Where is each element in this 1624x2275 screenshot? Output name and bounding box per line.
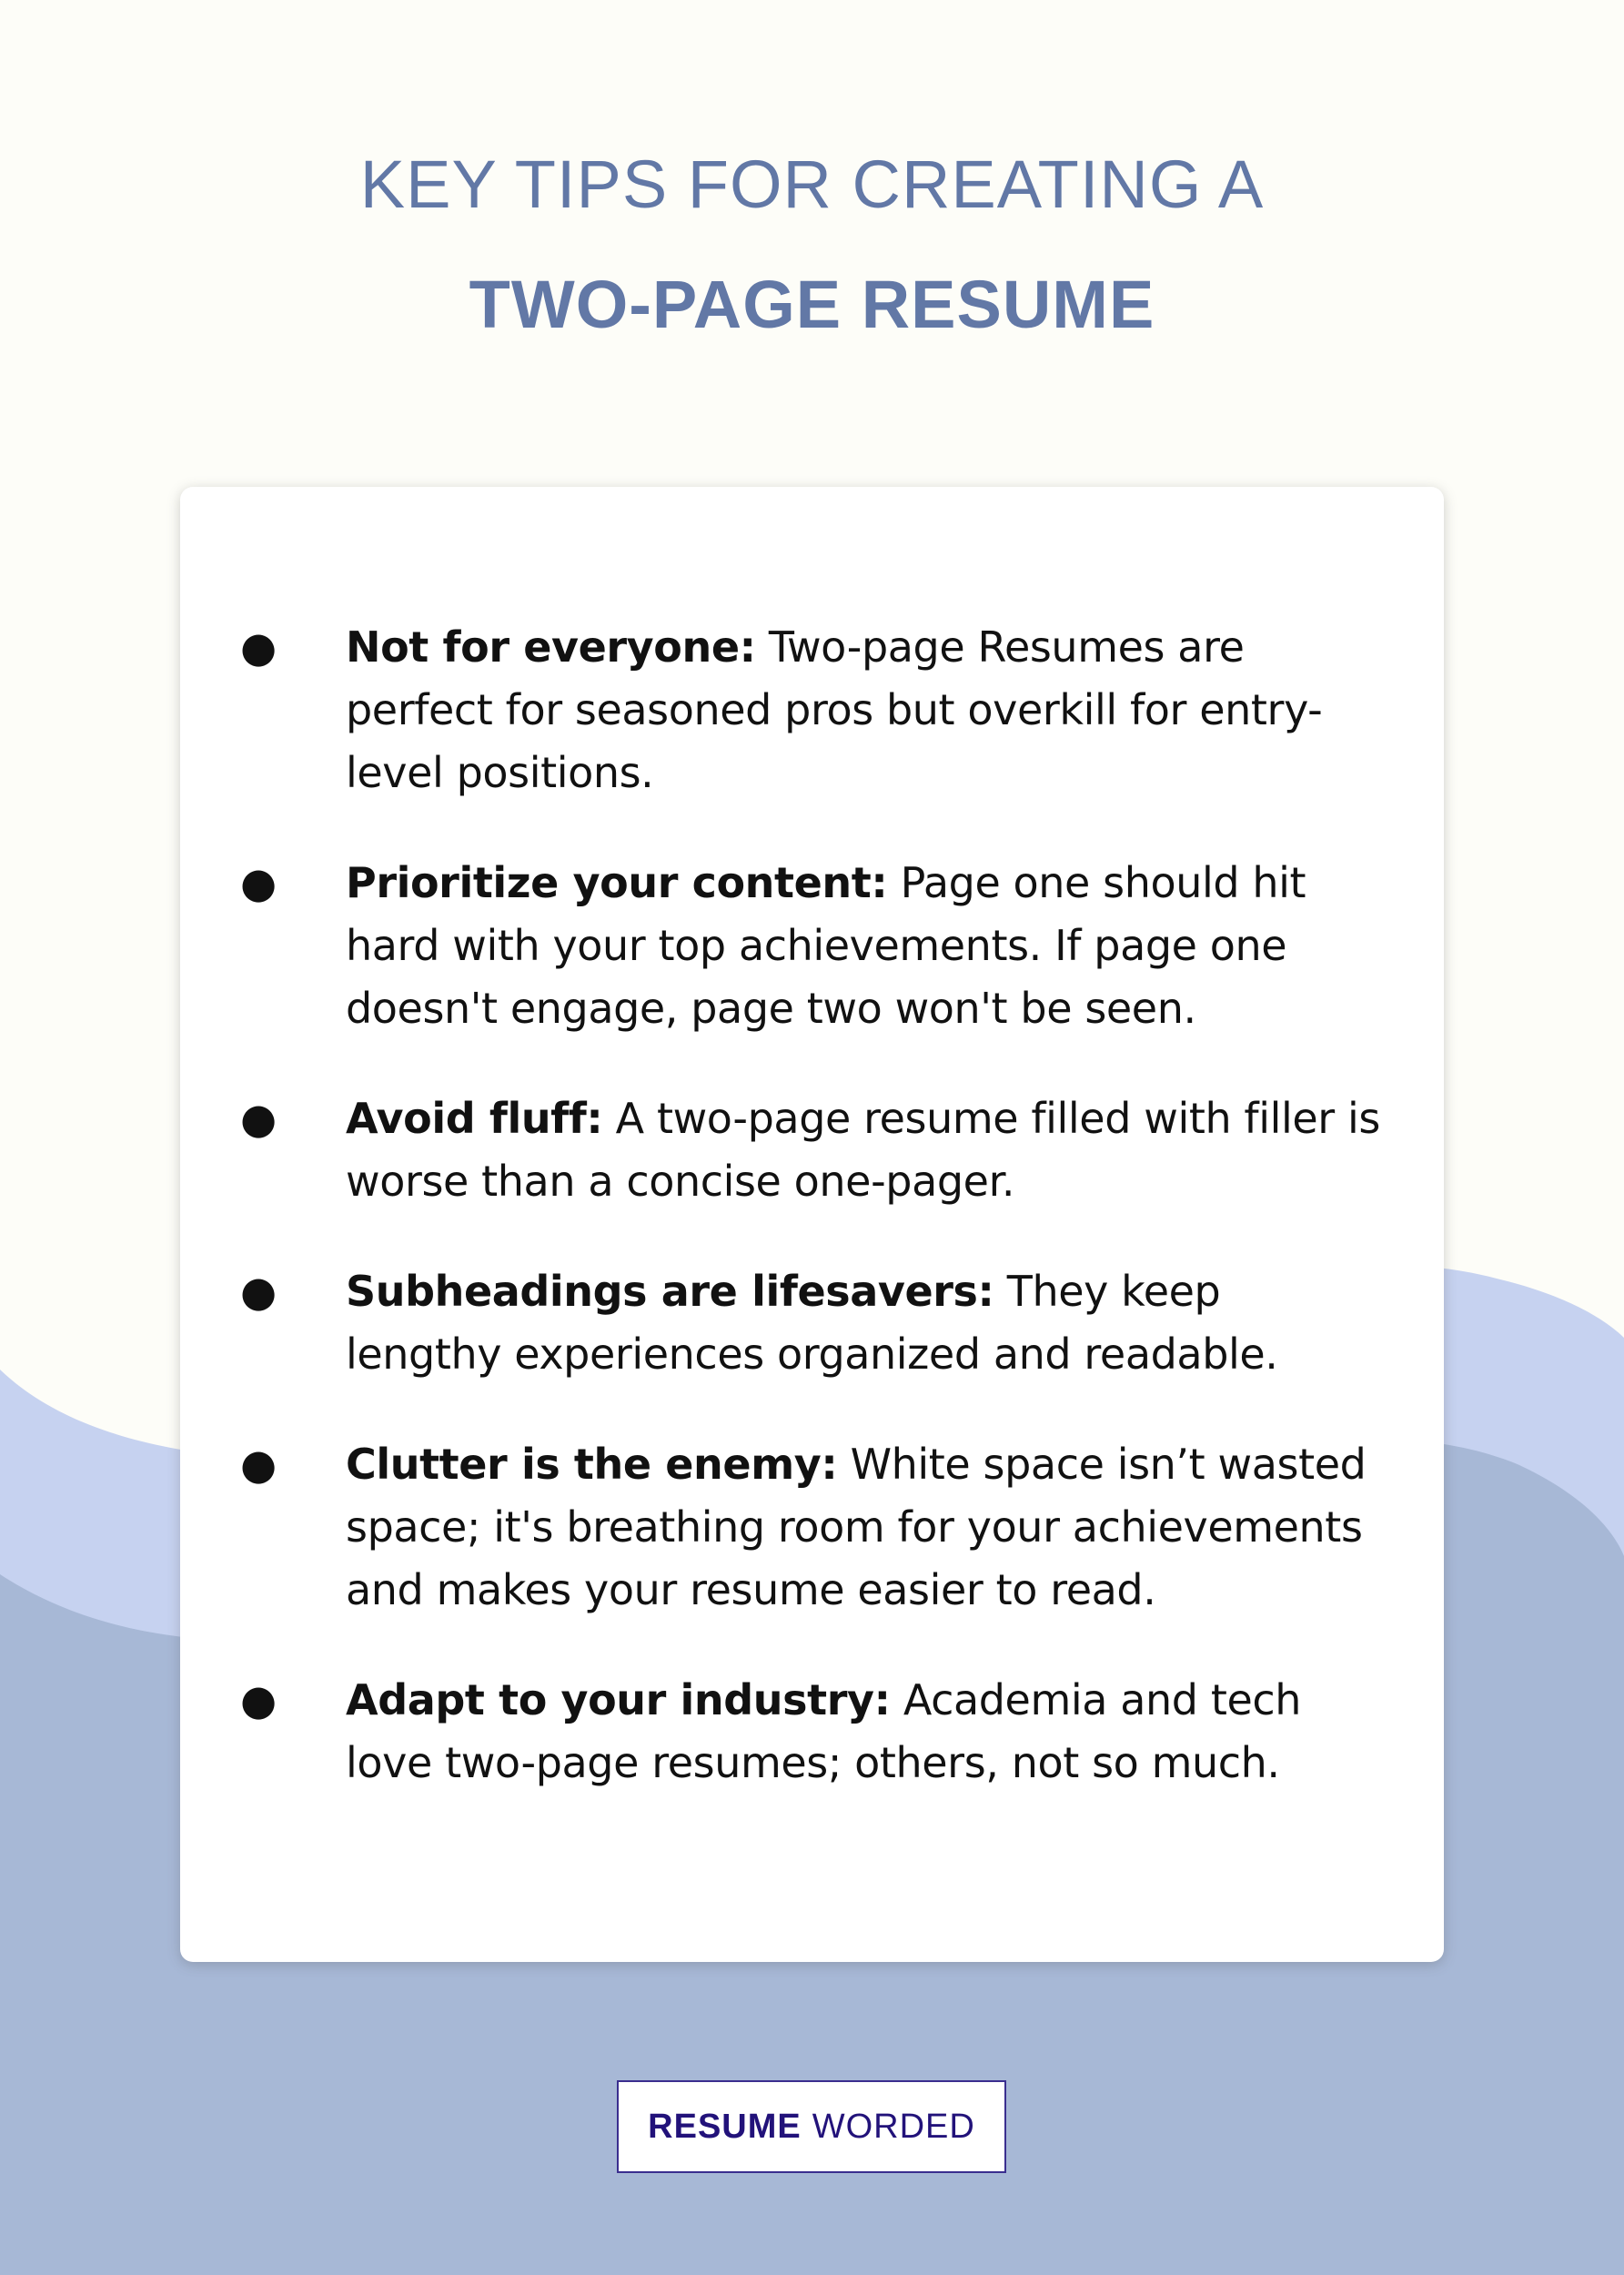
resume-worded-logo xyxy=(617,2080,1006,2173)
tip-title: Prioritize your content: xyxy=(346,858,888,907)
bullet-icon: ● xyxy=(240,1094,277,1143)
tip-text: Two-page Resumes are perfect for seasoned pros but overkill for entry-level positions. xyxy=(346,622,1323,797)
tip-text: They keep lengthy experiences organized and readable. xyxy=(346,1267,1278,1379)
tip-item xyxy=(240,852,1383,1040)
bullet-icon: ● xyxy=(240,858,277,907)
tip-text: Page one should hit hard with your top achievements. If page one doesn't engage, page two won't be seen. xyxy=(346,858,1306,1033)
bullet-icon: ● xyxy=(240,1267,277,1316)
tip-item xyxy=(240,1087,1383,1213)
tip-item xyxy=(240,1433,1383,1622)
bullet-icon: ● xyxy=(240,622,277,672)
tip-title: Not for everyone: xyxy=(346,622,756,672)
logo-word-resume: RESUME xyxy=(648,2107,802,2146)
logo-word-worded: WORDED xyxy=(812,2107,975,2146)
tip-text: White space isn’t wasted space; it's breathing room for your achievements and makes your resume easier to read. xyxy=(346,1440,1367,1614)
tip-item xyxy=(240,616,1383,804)
tips-list xyxy=(240,616,1383,1842)
page-title-line-1: KEY TIPS FOR CREATING A xyxy=(359,147,1265,222)
tip-text: A two-page resume filled with filler is worse than a concise one-pager. xyxy=(346,1094,1380,1206)
tip-title: Avoid fluff: xyxy=(346,1094,603,1143)
bullet-icon: ● xyxy=(240,1675,277,1724)
bullet-icon: ● xyxy=(240,1440,277,1489)
tip-item xyxy=(240,1260,1383,1386)
tip-item xyxy=(240,1669,1383,1795)
tip-title: Adapt to your industry: xyxy=(346,1675,891,1724)
header xyxy=(0,136,1624,353)
tip-title: Clutter is the enemy: xyxy=(346,1440,838,1489)
tip-text: Academia and tech love two-page resumes; others, not so much. xyxy=(346,1675,1301,1787)
tip-title: Subheadings are lifesavers: xyxy=(346,1267,994,1316)
page-title-line-2: TWO-PAGE RESUME xyxy=(469,267,1155,342)
tips-card xyxy=(180,487,1444,1962)
